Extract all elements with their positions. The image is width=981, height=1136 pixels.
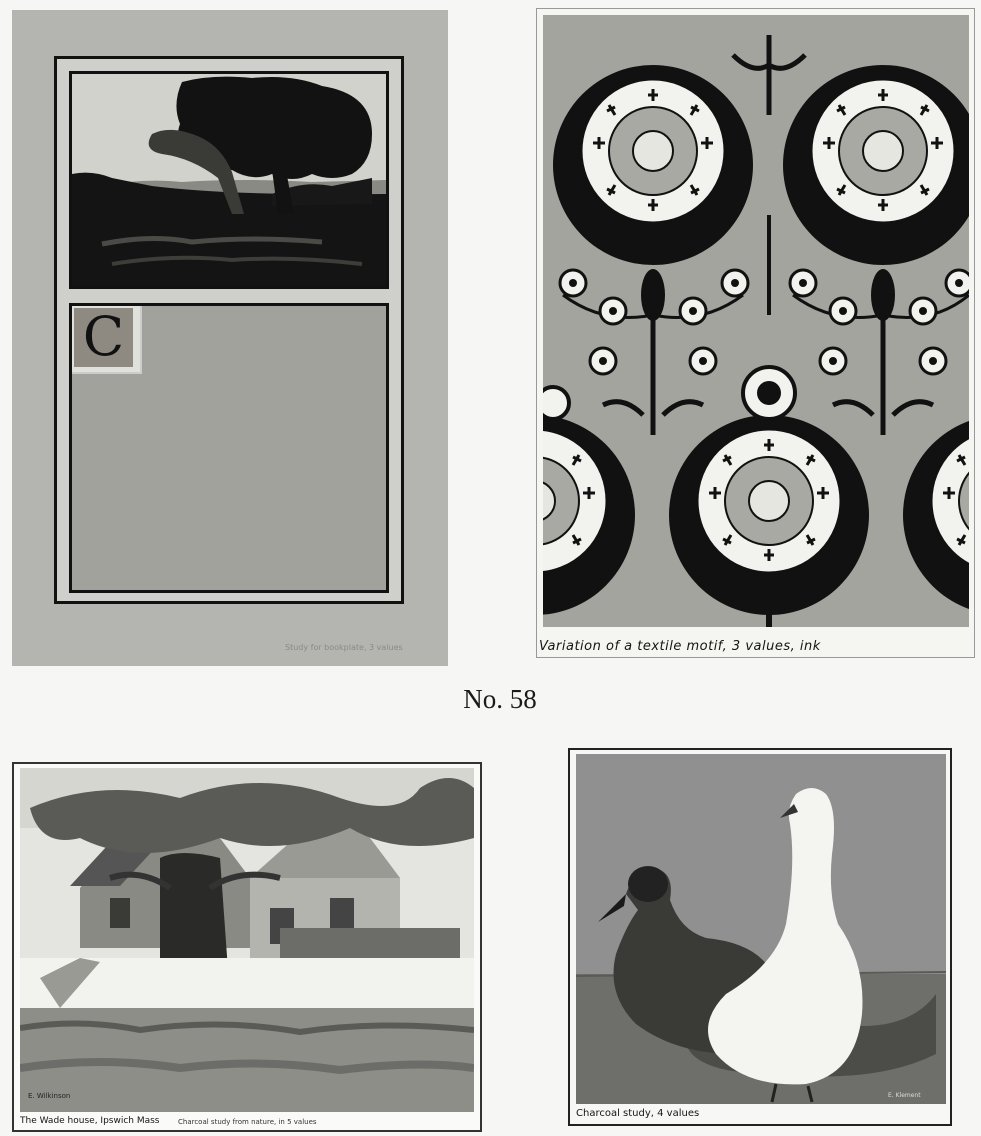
bookplate-study-plate <box>12 10 448 666</box>
house-signature: E. Wilkinson <box>28 1092 71 1100</box>
bookplate-caption: Study for bookplate, 3 values <box>285 643 403 652</box>
textile-caption: Variation of a textile motif, 3 values, ink <box>539 639 821 654</box>
page-title: No. 58 <box>463 684 537 714</box>
bookplate-frame <box>54 56 404 604</box>
geese-drawing-image <box>576 754 946 1104</box>
landscape-scene <box>69 71 389 289</box>
textile-pattern-image <box>543 15 969 627</box>
geese-study-plate <box>568 748 952 1126</box>
textile-motif-plate <box>536 8 975 658</box>
house-drawing-image <box>20 768 474 1112</box>
geese-signature: E. Klement <box>888 1092 921 1099</box>
textile-pattern <box>543 15 969 627</box>
initial-letter: C <box>82 305 125 368</box>
house-drawing <box>20 768 474 1112</box>
text-panel <box>69 303 389 593</box>
house-caption-note: Charcoal study from nature, in 5 values <box>178 1118 317 1126</box>
landscape-image <box>72 74 386 286</box>
house-caption-title: The Wade house, Ipswich Mass <box>20 1116 160 1126</box>
geese-caption: Charcoal study, 4 values <box>576 1108 700 1119</box>
initial-letter-box <box>72 306 142 374</box>
house-study-plate <box>12 762 482 1132</box>
geese-drawing <box>576 754 946 1104</box>
